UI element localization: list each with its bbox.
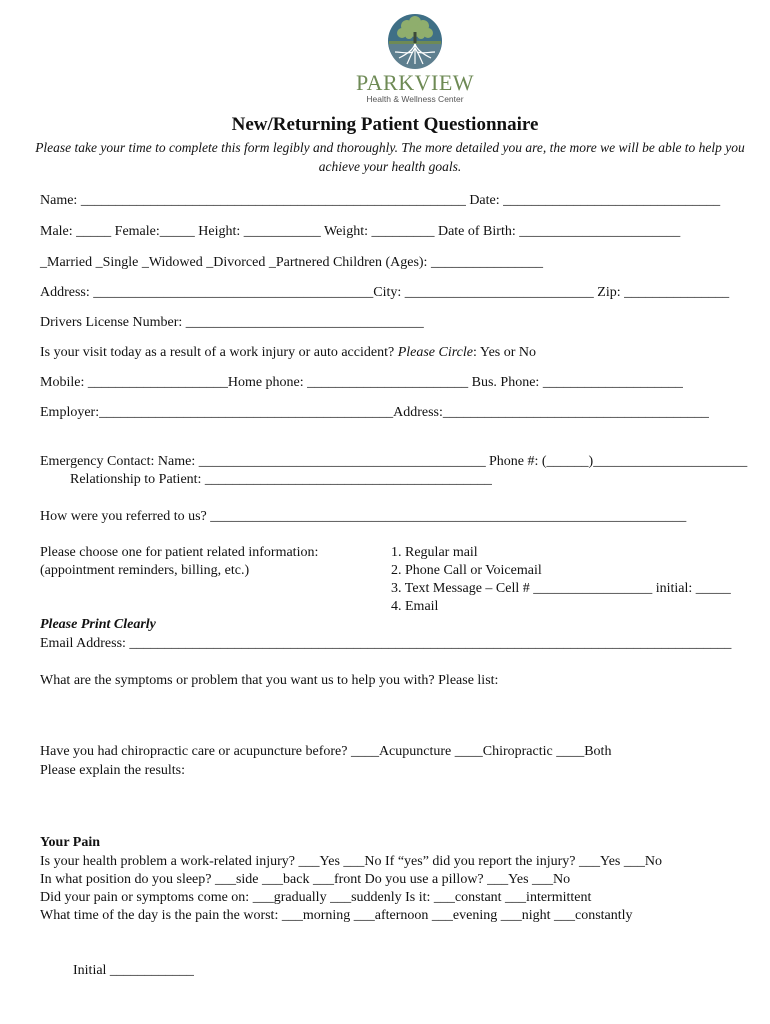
communication-option[interactable]: 3. Text Message – Cell # _________________ initial: _____: [391, 581, 731, 596]
page-title: New/Returning Patient Questionnaire: [231, 114, 539, 135]
your-pain-heading: Your Pain: [40, 835, 101, 850]
symptoms-question: What are the symptoms or problem that you want us to help you with? Please list:: [40, 673, 499, 688]
communication-label: Please choose one for patient related information:: [40, 545, 319, 560]
emergency-phone-line[interactable]: Phone #: (______)______________________: [489, 454, 748, 469]
marital-status-line[interactable]: _Married _Single _Widowed _Divorced _Partnered Children (Ages): ________________: [40, 255, 543, 270]
initial-line[interactable]: Initial ____________: [73, 963, 194, 978]
sex-height-weight-dob-line[interactable]: Male: _____ Female:_____ Height: ___________ Weight: _________ Date of Birth: _______________________: [40, 224, 681, 239]
visit-reason-line[interactable]: [40, 344, 536, 362]
referral-line[interactable]: How were you referred to us? ____________________________________________________________________: [40, 509, 687, 524]
employer-address-line[interactable]: Employer:__________________________________________Address:______________________________________: [40, 405, 709, 420]
please-circle-label: Please Circle: [397, 345, 473, 360]
phones-line[interactable]: Mobile: ____________________Home phone: _______________________ Bus. Phone: ____________________: [40, 375, 683, 390]
yes-or-no-options[interactable]: : Yes or No: [472, 345, 536, 360]
explain-results-label: Please explain the results:: [40, 763, 186, 778]
relationship-line[interactable]: Relationship to Patient: _________________________________________: [70, 472, 492, 487]
print-clearly-heading: Please Print Clearly: [40, 617, 156, 632]
emergency-contact-line[interactable]: Emergency Contact: Name: _________________________________________: [40, 454, 486, 469]
communication-option[interactable]: 4. Email: [391, 599, 439, 614]
email-line[interactable]: Email Address: ______________________________________________________________________________________: [40, 636, 732, 651]
communication-sublabel: (appointment reminders, billing, etc.): [40, 563, 250, 578]
brand-name: PARKVIEW: [355, 70, 475, 95]
drivers-license-line[interactable]: Drivers License Number: __________________________________: [40, 315, 424, 330]
work-injury-line[interactable]: Is your health problem a work-related injury? ___Yes ___No If “yes” did you report the injury? ___Yes ___No: [40, 854, 662, 869]
communication-option[interactable]: 2. Phone Call or Voicemail: [391, 563, 542, 578]
visit-question: Is your visit today as a result of a work injury or auto accident?: [40, 345, 398, 360]
pain-time-line[interactable]: What time of the day is the pain the worst: ___morning ___afternoon ___evening ___night ___constantly: [40, 908, 633, 923]
address-line[interactable]: Address: ________________________________________City: ___________________________ Zip: _______________: [40, 285, 730, 300]
intro-text: Please take your time to complete this form legibly and thoroughly. The more detailed you are, the more we will be able to help you achieve your health goals.: [35, 140, 745, 174]
name-date-line[interactable]: Name: _______________________________________________________ Date: _______________________________: [40, 193, 721, 208]
pain-onset-line[interactable]: Did your pain or symptoms come on: ___gradually ___suddenly Is it: ___constant ___intermittent: [40, 890, 592, 905]
parkview-logo: [350, 12, 480, 108]
brand-tagline: Health & Wellness Center: [366, 94, 464, 104]
communication-option[interactable]: 1. Regular mail: [391, 545, 478, 560]
tree-logo-icon: [387, 12, 443, 70]
sleep-position-line[interactable]: In what position do you sleep? ___side ___back ___front Do you use a pillow? ___Yes ___No: [40, 872, 571, 887]
prior-care-line[interactable]: Have you had chiropractic care or acupuncture before? ____Acupuncture ____Chiropractic ____Both: [40, 744, 612, 759]
